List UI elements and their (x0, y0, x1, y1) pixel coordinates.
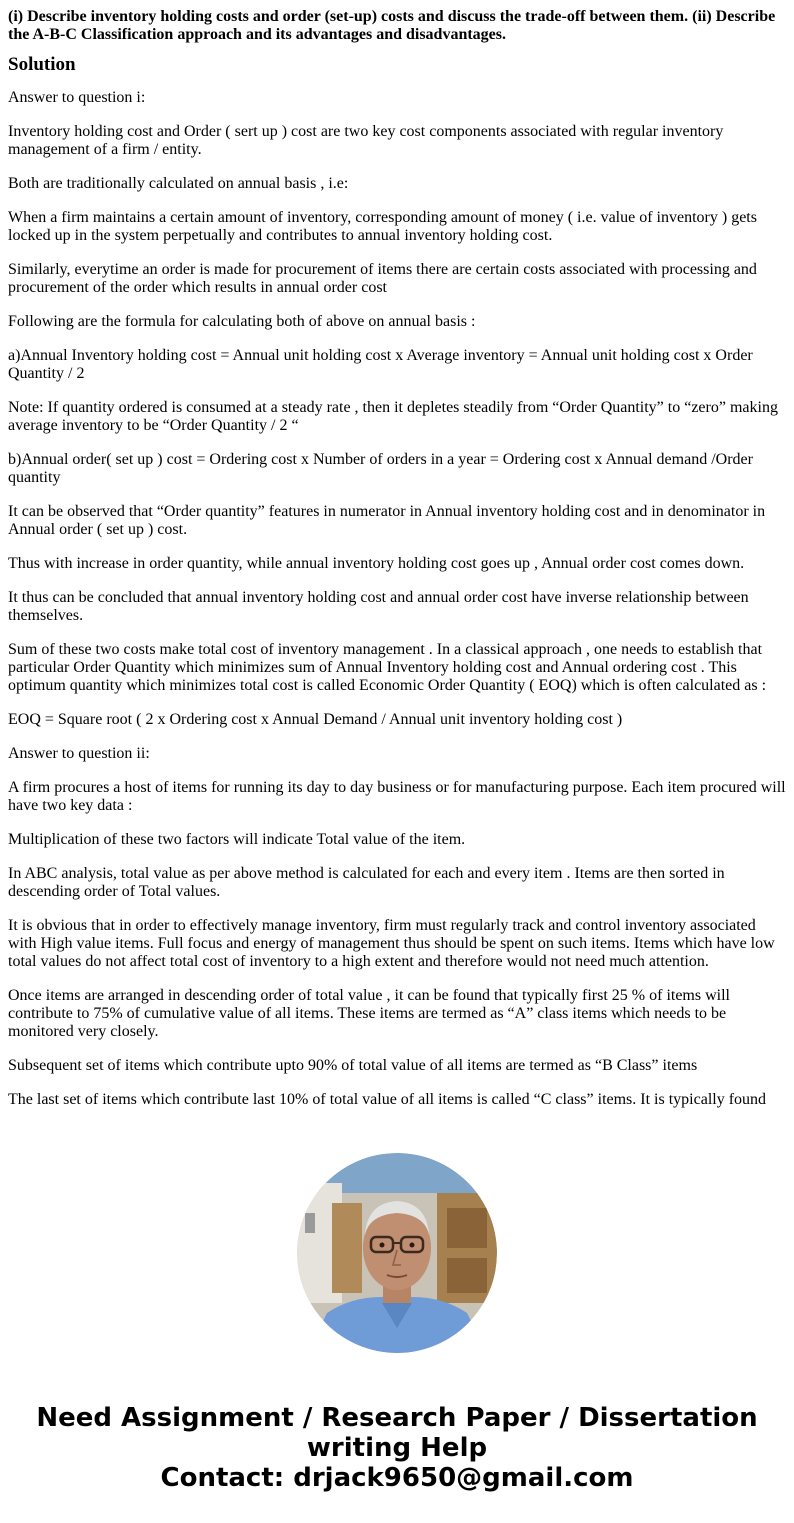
paragraph: It is obvious that in order to effectively manage inventory, firm must regularly track and control inventory associated with High value items. Full focus and energy of management thus should be spent on such items. Items which have low total values do not affect total cost of inventory to a high extent and therefore would not need much attention. (8, 917, 775, 970)
paragraph: Once items are arranged in descending order of total value , it can be found that typically first 25 % of items will contribute to 75% of cumulative value of all items. These items are termed as “A” class items which needs to be monitored very closely. (8, 987, 730, 1040)
banner-contact: Contact: drjack9650@gmail.com (160, 1463, 634, 1493)
document-body (8, 8, 788, 1125)
paragraph: Answer to question i: (8, 89, 146, 106)
paragraph: A firm procures a host of items for running its day to day business or for manufacturing purpose. Each item procured will have two key data : (8, 779, 786, 814)
solution-heading: Solution (8, 54, 76, 75)
avatar-portrait-icon (297, 1153, 497, 1353)
paragraph: In ABC analysis, total value as per above method is calculated for each and every item . Items are then sorted in descending order of Total values. (8, 865, 725, 900)
paragraph: EOQ = Square root ( 2 x Ordering cost x Annual Demand / Annual unit inventory holding cost ) (8, 711, 623, 728)
paragraph: Thus with increase in order quantity, while annual inventory holding cost goes up , Annual order cost comes down. (8, 555, 745, 572)
paragraph: b)Annual order( set up ) cost = Ordering cost x Number of orders in a year = Ordering cost x Annual demand /Order quantity (8, 451, 753, 486)
paragraph: Sum of these two costs make total cost of inventory management . In a classical approach , one needs to establish that particular Order Quantity which minimizes sum of Annual Inventory holding cost and Annual ordering cost . This optimum quantity which minimizes total cost is called Economic Order Quantity ( EOQ) which is often calculated as : (8, 641, 767, 694)
paragraph: It thus can be concluded that annual inventory holding cost and annual order cost have inverse relationship between themselves. (8, 589, 749, 624)
paragraph: Note: If quantity ordered is consumed at a steady rate , then it depletes steadily from “Order Quantity” to “zero” making average inventory to be “Order Quantity / 2 “ (8, 399, 778, 434)
paragraph: Similarly, everytime an order is made for procurement of items there are certain costs associated with processing and procurement of the order which results in annual order cost (8, 261, 757, 296)
promo-banner (0, 1403, 794, 1493)
paragraph: Both are traditionally calculated on annual basis , i.e: (8, 175, 349, 192)
paragraph: It can be observed that “Order quantity” features in numerator in Annual inventory holding cost and in denominator in Annual order ( set up ) cost. (8, 503, 766, 538)
paragraph: Inventory holding cost and Order ( sert up ) cost are two key cost components associated with regular inventory management of a firm / entity. (8, 123, 724, 158)
paragraph: Answer to question ii: (8, 745, 150, 762)
paragraph: a)Annual Inventory holding cost = Annual unit holding cost x Average inventory = Annual unit holding cost x Order Quantity / 2 (8, 347, 753, 382)
paragraph: Subsequent set of items which contribute upto 90% of total value of all items are termed as “B Class” items (8, 1057, 698, 1074)
paragraph: Following are the formula for calculating both of above on annual basis : (8, 313, 476, 330)
author-photo (297, 1153, 497, 1353)
banner-line-2: writing Help (306, 1433, 488, 1463)
paragraph: When a firm maintains a certain amount of inventory, corresponding amount of money ( i.e. value of inventory ) gets locked up in the system perpetually and contributes to annual inventory holding cost. (8, 209, 757, 244)
paragraph: Multiplication of these two factors will indicate Total value of the item. (8, 831, 466, 848)
paragraph: The last set of items which contribute last 10% of total value of all items is called “C class” items. It is typically found (8, 1091, 767, 1108)
question-text: (i) Describe inventory holding costs and order (set-up) costs and discuss the trade-off between them. (ii) Describe the A-B-C Classification approach and its advantages and disadvantages. (8, 8, 776, 43)
banner-line-1: Need Assignment / Research Paper / Dissertation (36, 1403, 758, 1433)
